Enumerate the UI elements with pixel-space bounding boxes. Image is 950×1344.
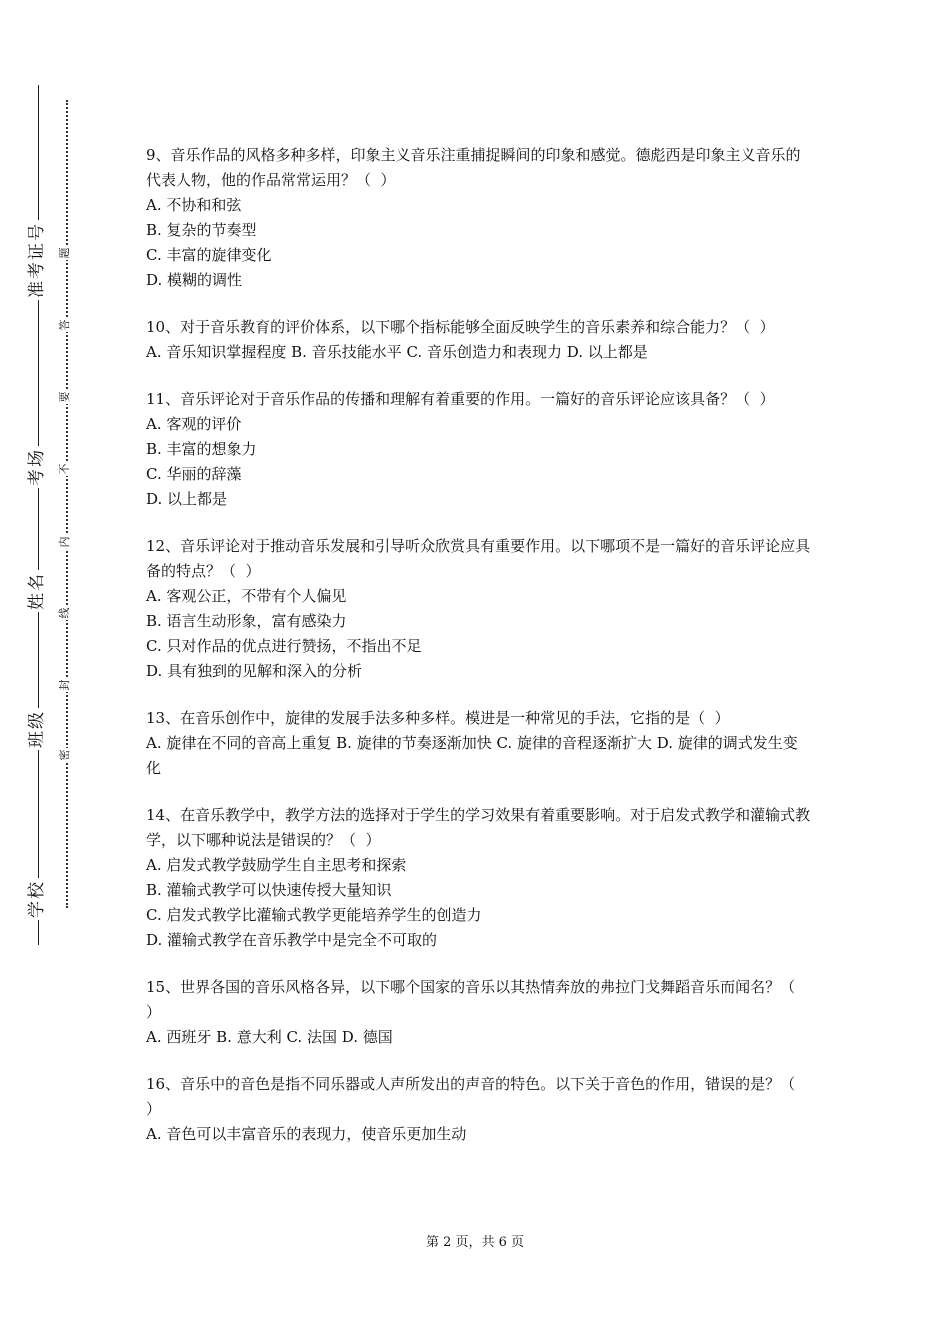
- binding-dotted-line: [66, 100, 68, 908]
- question-10: [146, 315, 812, 365]
- option-a: A. 客观公正，不带有个人偏见: [146, 587, 347, 605]
- option-b: B. 丰富的想象力: [146, 440, 257, 458]
- option-c: C. 启发式教学比灌输式教学更能培养学生的创造力: [146, 906, 482, 924]
- question-13: [146, 706, 812, 781]
- question-text: 12、音乐评论对于推动音乐发展和引导听众欣赏具有重要作用。以下哪项不是一篇好的音乐评论应具备的特点？（ ）: [146, 537, 811, 580]
- question-11: [146, 387, 812, 512]
- label-school: 学校: [22, 878, 47, 920]
- option-b: B. 语言生动形象，富有感染力: [146, 612, 347, 630]
- seal-char: 封: [58, 679, 71, 691]
- option-c: C. 丰富的旋律变化: [146, 246, 272, 264]
- question-text: 9、音乐作品的风格多种多样，印象主义音乐注重捕捉瞬间的印象和感觉。德彪西是印象主义音乐的代表人物，他的作品常常运用？（ ）: [146, 146, 801, 189]
- label-name: 姓名: [22, 570, 47, 612]
- page-number: 第 2 页，共 6 页: [425, 1235, 525, 1250]
- label-exam-id: 准考证号: [22, 220, 47, 300]
- binding-solid-line: [38, 85, 39, 945]
- option-d: D. 以上都是: [146, 490, 228, 508]
- option-b: B. 复杂的节奏型: [146, 221, 257, 239]
- question-text: 10、对于音乐教育的评价体系，以下哪个指标能够全面反映学生的音乐素养和综合能力？（ ）: [146, 318, 775, 336]
- seal-char: 线: [58, 607, 71, 619]
- seal-char: 题: [58, 247, 71, 259]
- question-15: [146, 975, 812, 1050]
- label-class: 班级: [22, 708, 47, 750]
- question-text: 11、音乐评论对于音乐作品的传播和理解有着重要的作用。一篇好的音乐评论应该具备？（ ）: [146, 390, 775, 408]
- option-c: C. 只对作品的优点进行赞扬，不指出不足: [146, 637, 422, 655]
- question-text: 14、在音乐教学中，教学方法的选择对于学生的学习效果有着重要影响。对于启发式教学和灌输式教学，以下哪种说法是错误的？（ ）: [146, 806, 811, 849]
- option-d: D. 具有独到的见解和深入的分析: [146, 662, 363, 680]
- option-a: A. 不协和和弦: [146, 196, 242, 214]
- options-inline: A. 西班牙 B. 意大利 C. 法国 D. 德国: [146, 1028, 393, 1046]
- seal-char: 要: [58, 391, 71, 403]
- option-b: B. 灌输式教学可以快速传授大量知识: [146, 881, 392, 899]
- seal-char: 答: [58, 319, 71, 331]
- option-a: A. 音色可以丰富音乐的表现力，使音乐更加生动: [146, 1125, 467, 1143]
- question-text: 13、在音乐创作中，旋律的发展手法多种多样。模进是一种常见的手法，它指的是（ ）: [146, 709, 730, 727]
- question-text: 15、世界各国的音乐风格各异，以下哪个国家的音乐以其热情奔放的弗拉门戈舞蹈音乐而闻名？（ ）: [146, 978, 805, 1021]
- option-a: A. 启发式教学鼓励学生自主思考和探索: [146, 856, 407, 874]
- options-inline: A. 音乐知识掌握程度 B. 音乐技能水平 C. 音乐创造力和表现力 D. 以上都是: [146, 343, 648, 361]
- seal-char: 内: [58, 536, 71, 548]
- option-c: C. 华丽的辞藻: [146, 465, 242, 483]
- question-12: [146, 534, 812, 684]
- question-16: [146, 1072, 812, 1147]
- question-text: 16、音乐中的音色是指不同乐器或人声所发出的声音的特色。以下关于音色的作用，错误的是？（ ）: [146, 1075, 805, 1118]
- option-a: A. 客观的评价: [146, 415, 242, 433]
- binding-margin: [0, 0, 110, 1344]
- question-9: [146, 143, 812, 293]
- options-inline: A. 旋律在不同的音高上重复 B. 旋律的节奏逐渐加快 C. 旋律的音程逐渐扩大 D. 旋律的调式发生变化: [146, 734, 798, 777]
- option-d: D. 模糊的调性: [146, 271, 243, 289]
- label-exam-room: 考场: [22, 446, 47, 488]
- seal-char: 不: [58, 463, 71, 475]
- question-14: [146, 803, 812, 953]
- question-list: [146, 143, 812, 1169]
- option-d: D. 灌输式教学在音乐教学中是完全不可取的: [146, 931, 438, 949]
- seal-char: 密: [58, 749, 71, 761]
